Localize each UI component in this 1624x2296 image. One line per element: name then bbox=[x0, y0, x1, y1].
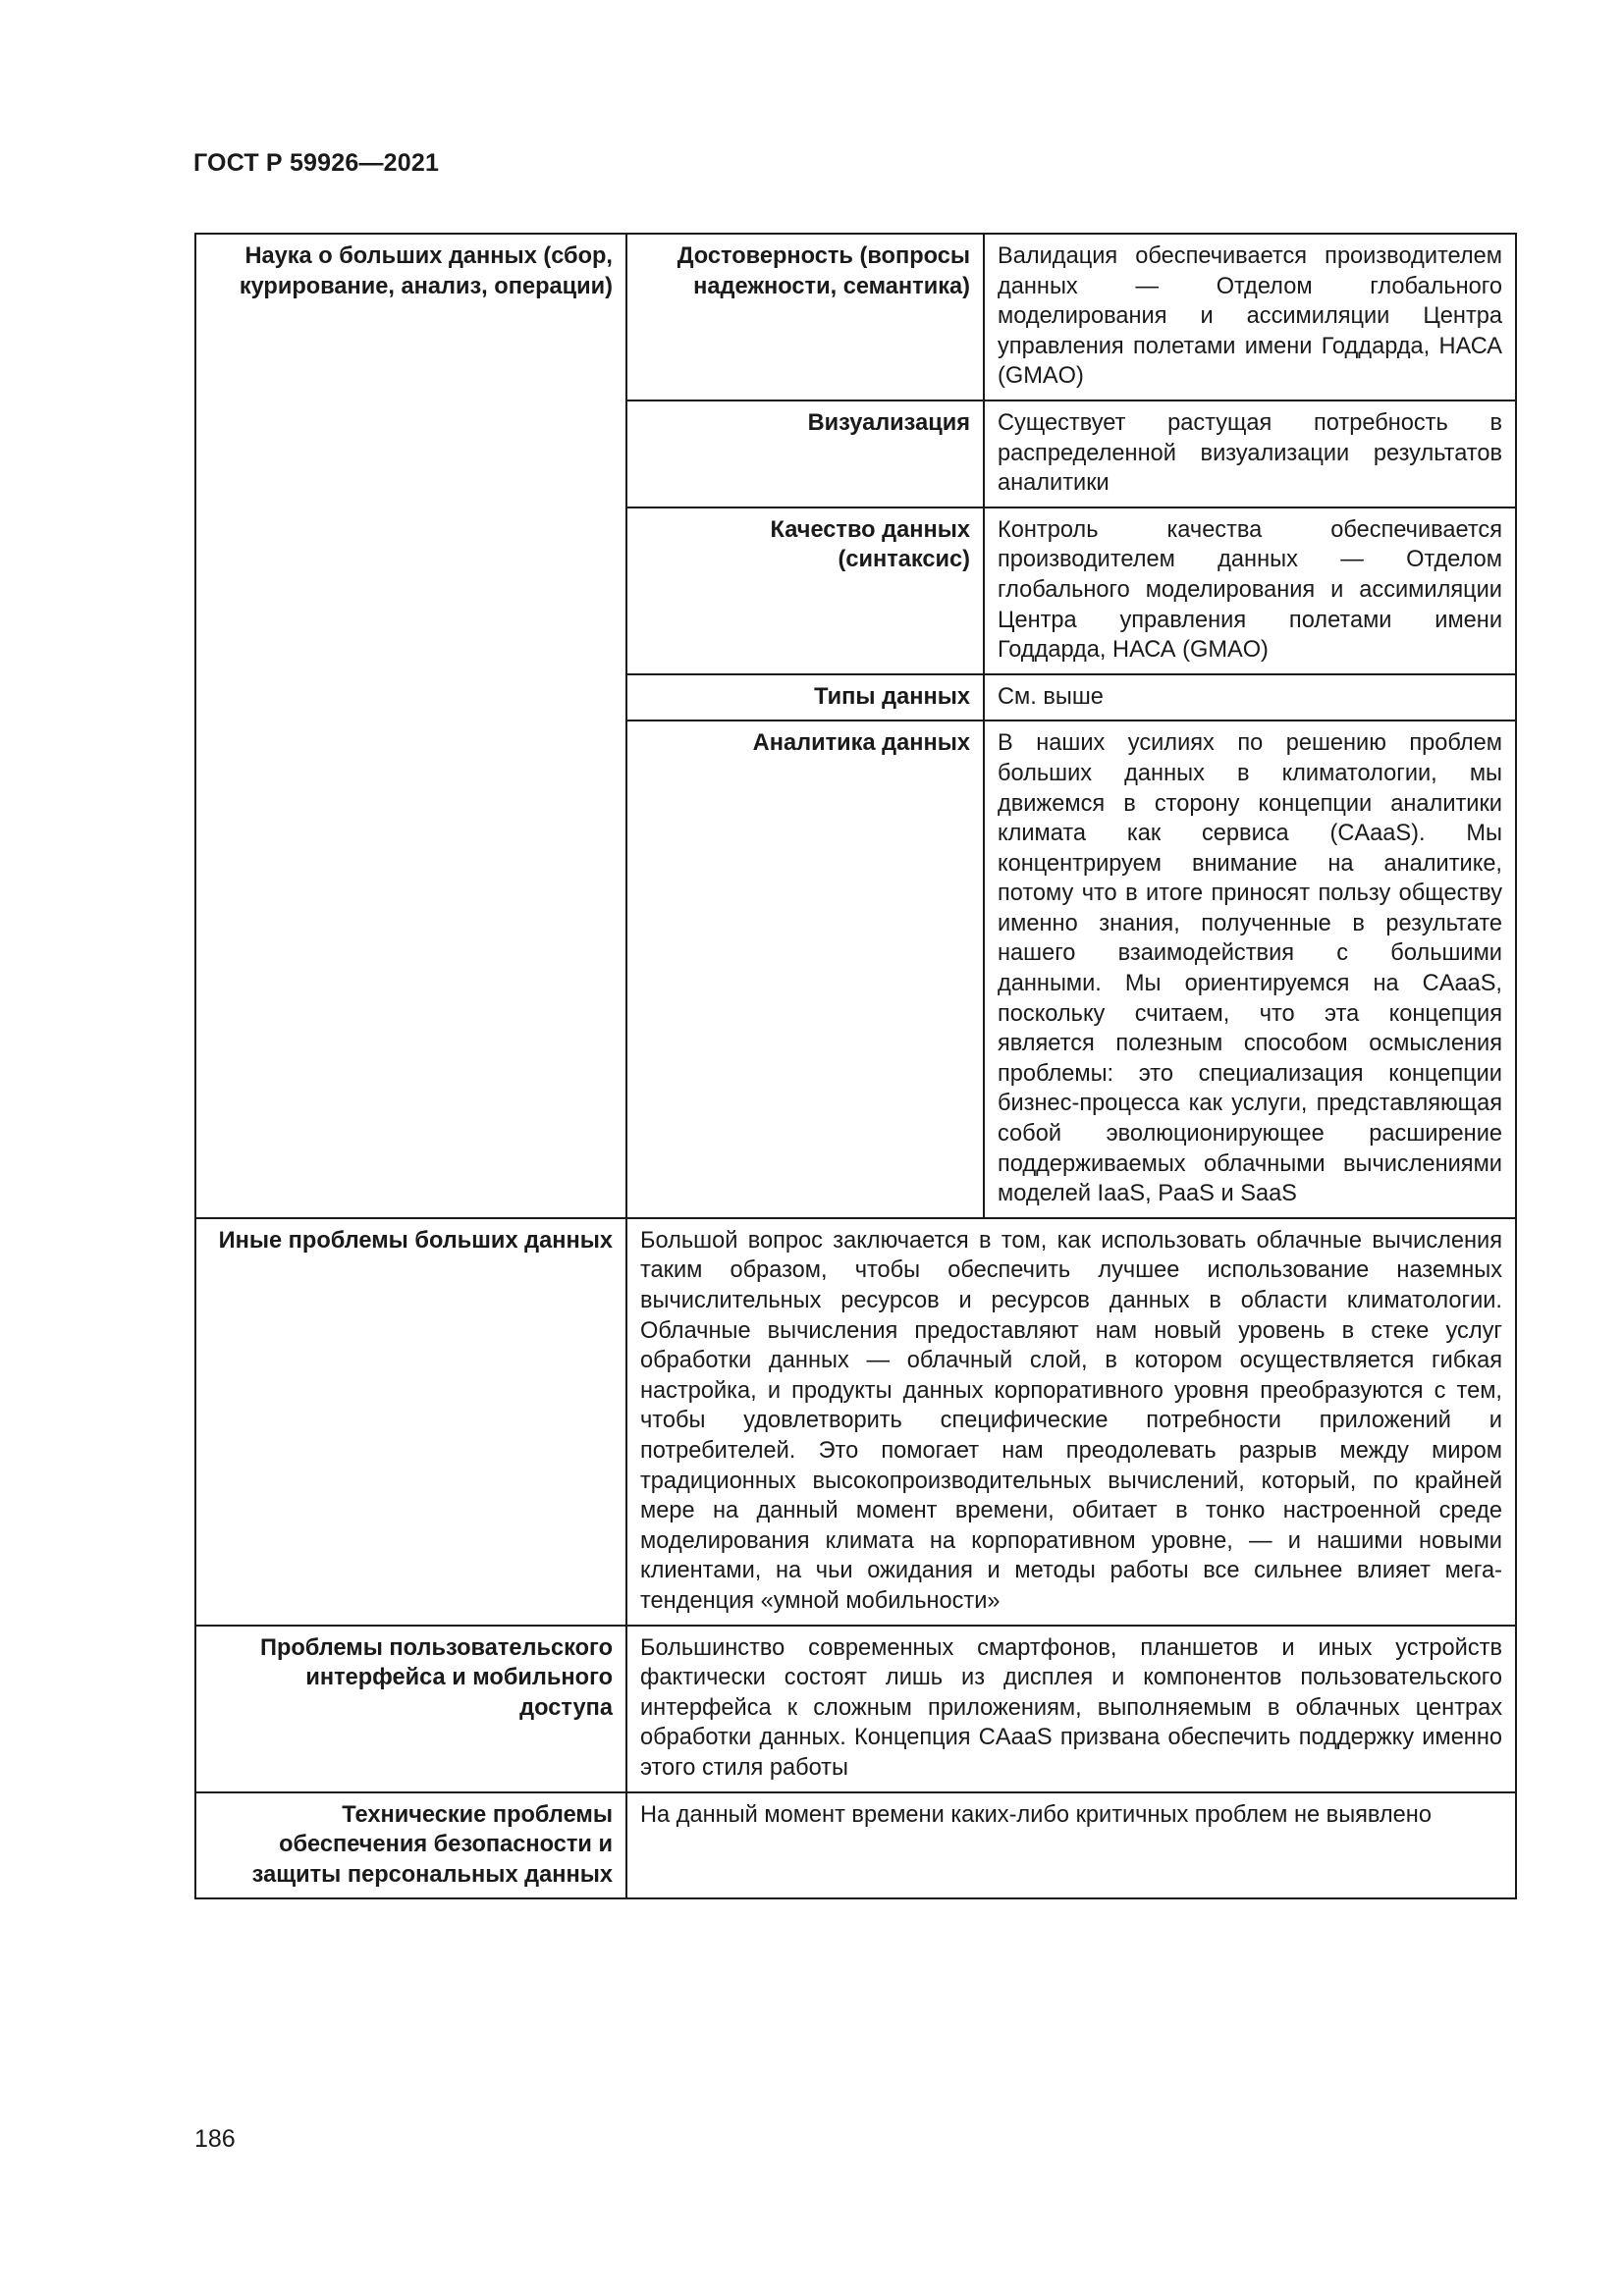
row-text-ui-mobile-access: Большинство современных смартфонов, планшетов и иных устройств фактически состоят лишь из дисплея и компонентов пользовательского интерфейса к сложным приложениям, выполняемым в облачных центрах обработки данных. Концепция CAaaS призвана обеспечить поддержку именно этого стиля работы bbox=[626, 1626, 1516, 1792]
aspect-text-visualization: Существует растущая потребность в распределенной визуализации результатов аналитики bbox=[984, 400, 1516, 507]
row-label-ui-mobile-access: Проблемы пользовательского интерфейса и мобильного доступа bbox=[195, 1626, 626, 1792]
page-number: 186 bbox=[194, 2125, 236, 2153]
aspect-text-veracity: Валидация обеспечивается производителем данных — Отделом глобального моделирования и ассимиляции Центра управления полетами имени Годдарда, НАСА (GMAO) bbox=[984, 234, 1516, 400]
row-label-security-privacy: Технические проблемы обеспечения безопасности и защиты персональных данных bbox=[195, 1792, 626, 1899]
document-id-header: ГОСТ Р 59926—2021 bbox=[193, 149, 440, 177]
use-case-table bbox=[194, 233, 1517, 1899]
aspect-label-visualization: Визуализация bbox=[626, 400, 984, 507]
row-label-other-big-data-issues: Иные проблемы больших данных bbox=[195, 1218, 626, 1626]
aspect-label-veracity: Достоверность (вопросы надежности, семантика) bbox=[626, 234, 984, 400]
aspect-label-data-types: Типы данных bbox=[626, 674, 984, 721]
aspect-text-data-types: См. выше bbox=[984, 674, 1516, 721]
aspect-text-data-analytics: В наших усилиях по решению проблем больших данных в климатологии, мы движемся в сторону концепции аналитики климата как сервиса (CAaaS). Мы концентрируем внимание на аналитике, потому что в итоге приносят пользу обществу именно знания, полученные в результате нашего взаимодействия с большими данными. Мы ориентируемся на CAaaS, поскольку считаем, что эта концепция является полезным способом осмысления проблемы: это специализация концепции бизнес-процесса как услуги, представляющая собой эволюционирующее расширение поддерживаемых облачными вычислениями моделей IaaS, PaaS и SaaS bbox=[984, 721, 1516, 1218]
group-label-big-data-science: Наука о больших данных (сбор, курирование, анализ, операции) bbox=[195, 234, 626, 1218]
row-text-other-big-data-issues: Большой вопрос заключается в том, как использовать облачные вычисления таким образом, чтобы обеспечить лучшее использование наземных вычислительных ресурсов и ресурсов данных в области климатологии. Облачные вычисления предоставляют нам новый уровень в стеке услуг обработки данных — облачный слой, в котором осуществляется гибкая настройка, и продукты данных корпоративного уровня преобразуются с тем, чтобы удовлетворить специфические потребности приложений и потребителей. Это помогает нам преодолевать разрыв между миром традиционных высокопроизводительных вычислений, который, по крайней мере на данный момент времени, обитает в тонко настроенной среде моделирования климата на корпоративном уровне, — и нашими новыми клиентами, на чьи ожидания и методы работы все сильнее влияет мега-тенденция «умной мобильности» bbox=[626, 1218, 1516, 1626]
table-row bbox=[195, 1792, 1516, 1899]
table-row bbox=[195, 234, 1516, 400]
table-row bbox=[195, 1626, 1516, 1792]
table-row bbox=[195, 1218, 1516, 1626]
aspect-label-data-analytics: Аналитика данных bbox=[626, 721, 984, 1218]
row-text-security-privacy: На данный момент времени каких-либо критичных проблем не выявлено bbox=[626, 1792, 1516, 1899]
aspect-label-data-quality: Качество данных (синтаксис) bbox=[626, 507, 984, 674]
aspect-text-data-quality: Контроль качества обеспечивается производителем данных — Отделом глобального моделирования и ассимиляции Центра управления полетами имени Годдарда, НАСА (GMAO) bbox=[984, 507, 1516, 674]
